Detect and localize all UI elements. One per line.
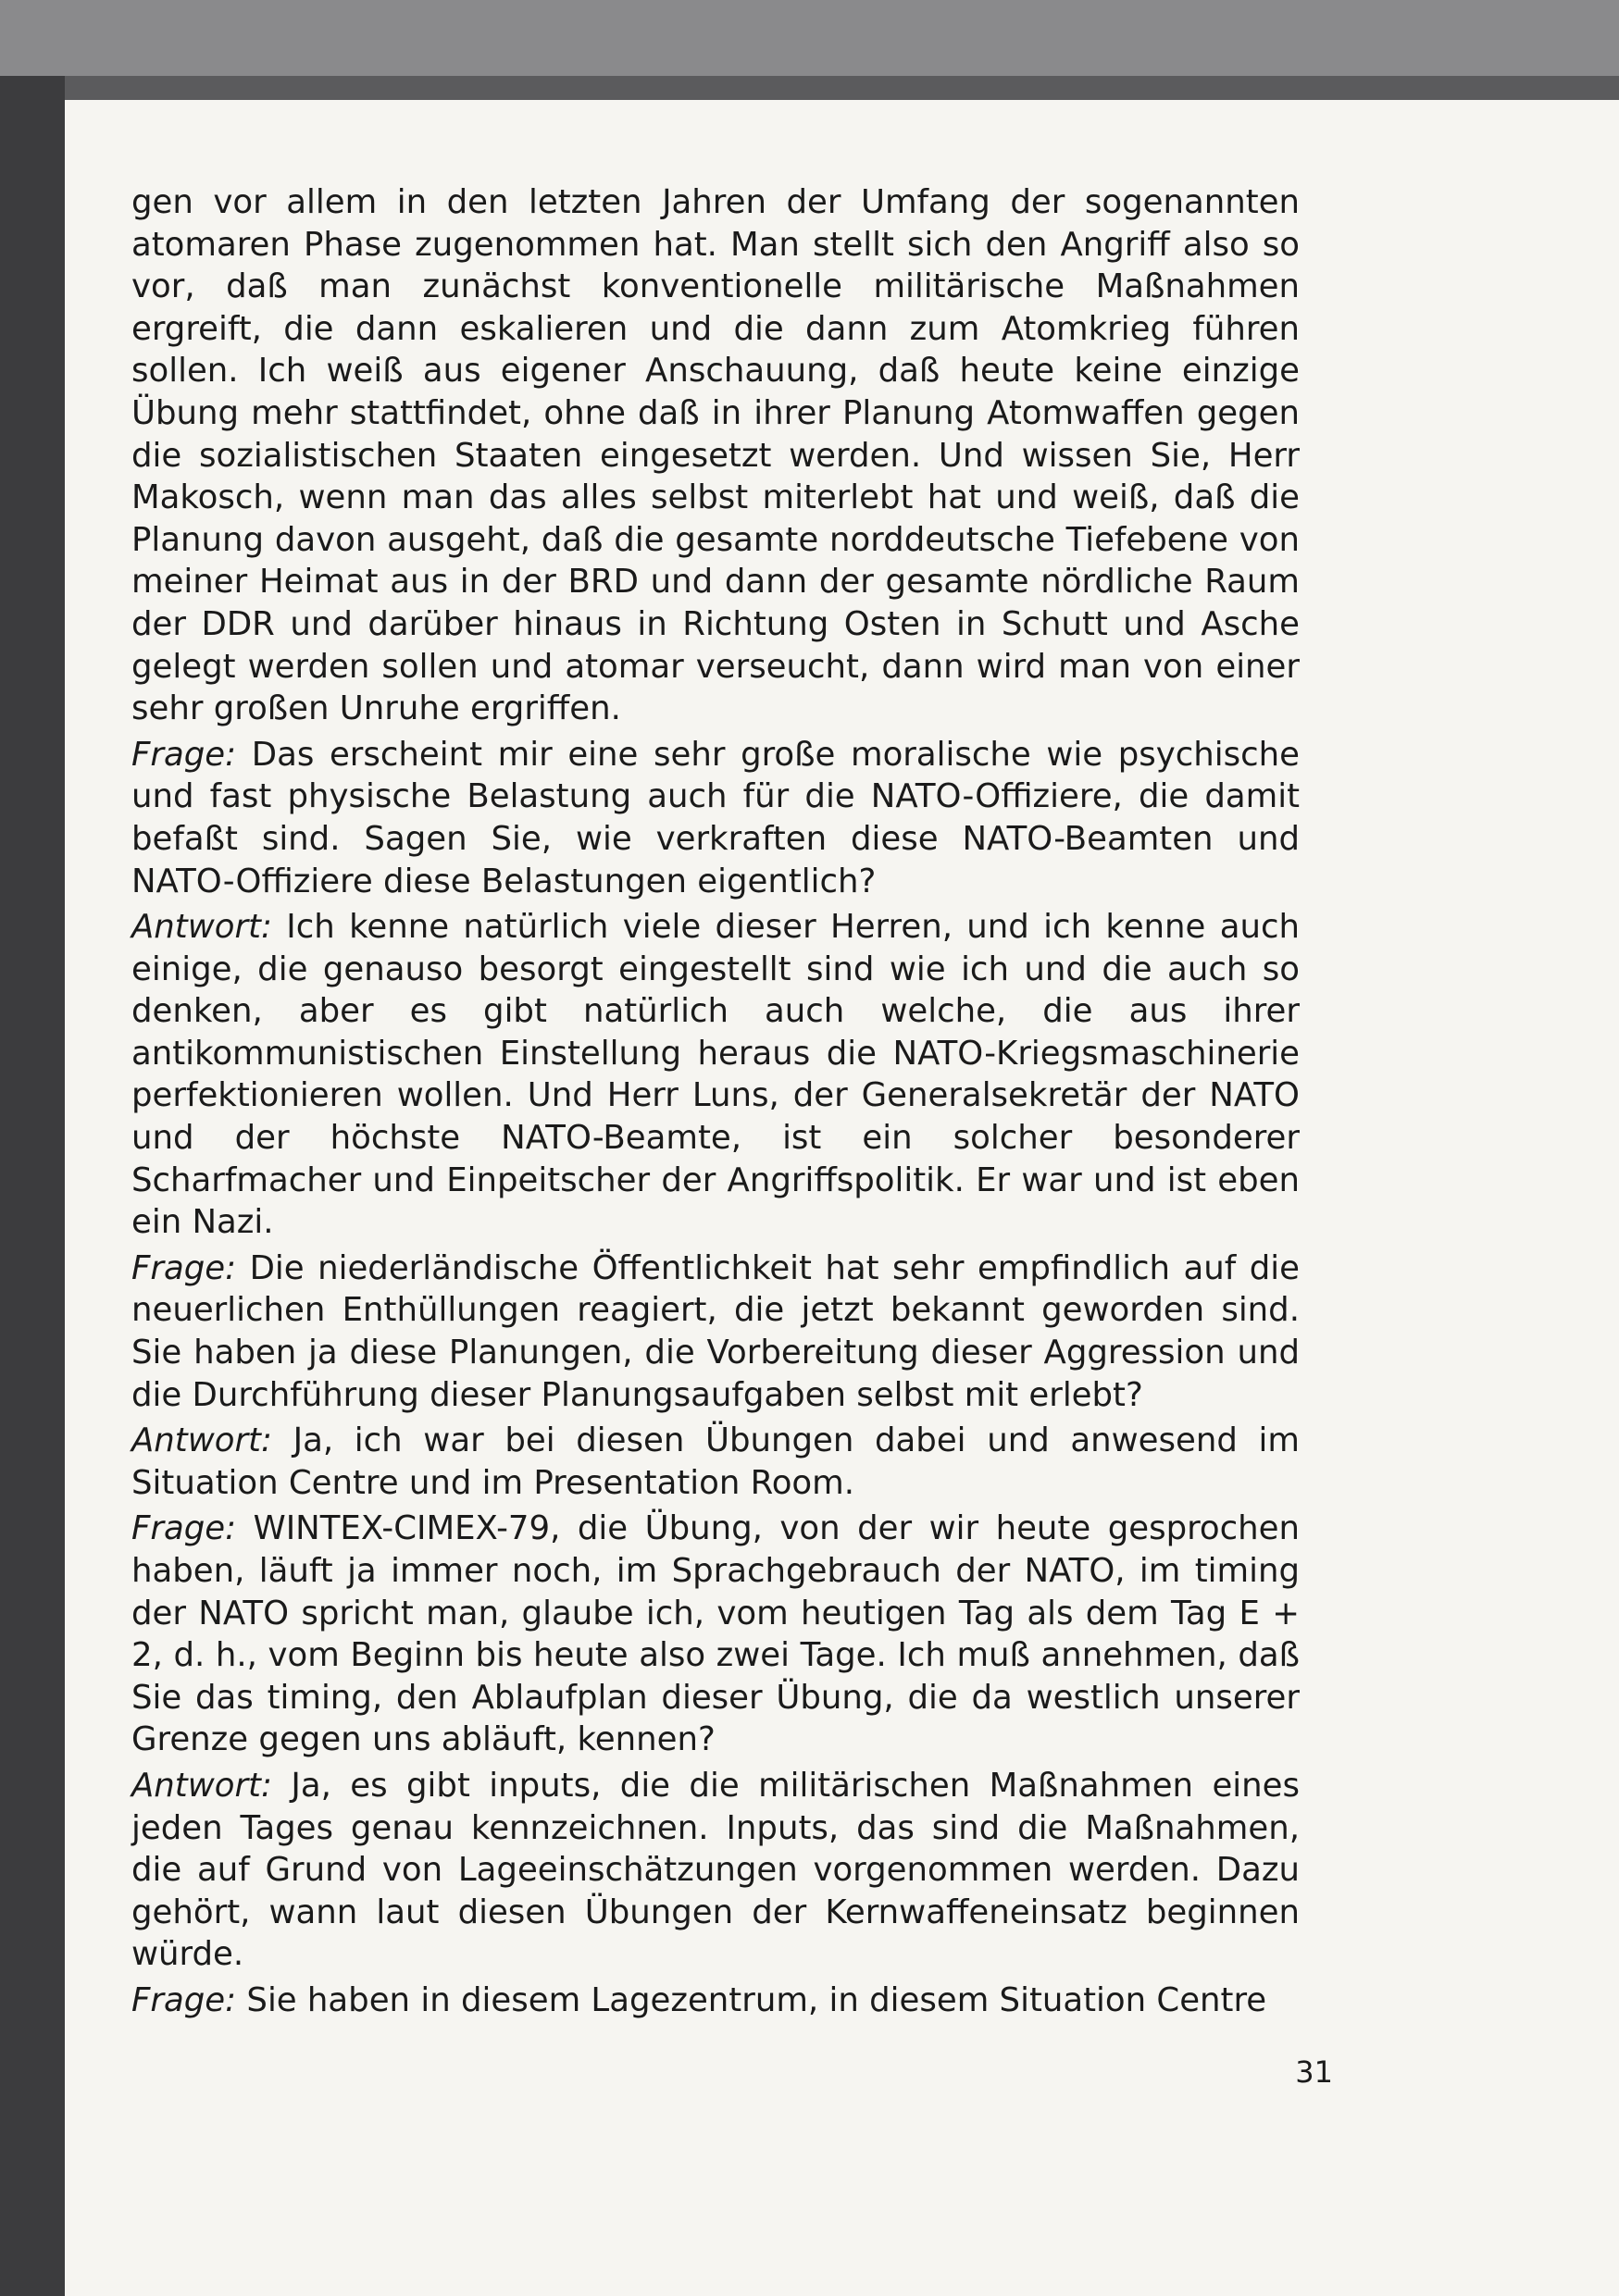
speaker-label: Antwort:	[131, 1766, 272, 1805]
speaker-label: Frage:	[131, 735, 237, 774]
speaker-label: Antwort:	[131, 1421, 272, 1460]
paragraph-question	[131, 1980, 1300, 2022]
body-text	[131, 181, 1300, 2026]
paragraph-text: Ja, ich war bei diesen Übungen dabei und anwesend im Situation Centre und im Presentation Room.	[131, 1421, 1300, 1502]
paragraph-answer	[131, 1420, 1300, 1504]
paragraph-continuation	[131, 181, 1300, 730]
paragraph-question	[131, 1247, 1300, 1416]
paragraph-answer	[131, 906, 1300, 1244]
paragraph-text: Ja, es gibt inputs, die die militärischen Maßnahmen eines jeden Tages genau kennzeichnen. Inputs, das sind die Maßnahmen, die auf Grund von Lageeinschätzungen vorgenommen werden. Dazu gehört, wann laut diesen Übungen der Kernwaffeneinsatz beginnen würde.	[131, 1766, 1301, 1974]
paragraph-text: Das erscheint mir eine sehr große moralische wie psychische und fast physische Belastung auch für die NATO-Offiziere, die damit befaßt sind. Sagen Sie, wie verkraften diese NATO-Beamten und NATO-Offiziere diese Belastungen eigentlich?	[131, 735, 1300, 900]
page-number: 31	[1295, 2054, 1333, 2090]
paragraph-text: Ich kenne natürlich viele dieser Herren, und ich kenne auch einige, die genauso besorgt eingestellt sind wie ich und die auch so denken, aber es gibt natürlich auch welche, die aus ihrer antikommunistischen Einstellung heraus die NATO-Kriegsmaschinerie perfektionieren wollen. Und Herr Luns, der Generalsekretär der NATO und der höchste NATO-Beamte, ist ein solcher besonderer Scharfmacher und Einpeitscher der Angriffspolitik. Er war und ist eben ein Nazi.	[131, 908, 1300, 1242]
paragraph-text: gen vor allem in den letzten Jahren der Umfang der sogenannten atomaren Phase zugenommen hat. Man stellt sich den Angriff also so vor, daß man zunächst konventionelle militärische Maßnahmen ergreift, die dann eskalieren und die dann zum Atomkrieg führen sollen. Ich weiß aus eigener Anschauung, daß heute keine einzige Übung mehr stattfindet, ohne daß in ihrer Planung Atomwaffen gegen die sozialistischen Staaten eingesetzt werden. Und wissen Sie, Herr Makosch, wenn man das alles selbst miterlebt hat und weiß, daß die Planung davon ausgeht, daß die gesamte norddeutsche Tiefebene von meiner Heimat aus in der BRD und dann der gesamte nördliche Raum der DDR und darüber hinaus in Richtung Osten in Schutt und Asche gelegt werden sollen und atomar verseucht, dann wird man von einer sehr großen Unruhe ergriffen.	[131, 183, 1300, 728]
speaker-label: Frage:	[131, 1980, 237, 2019]
speaker-label: Frage:	[131, 1248, 237, 1287]
paragraph-question	[131, 1508, 1300, 1761]
paragraph-text: Die niederländische Öffentlichkeit hat sehr empfindlich auf die neuerlichen Enthüllungen reagiert, die jetzt bekannt geworden sind. Sie haben ja diese Planungen, die Vorbereitung dieser Aggression und die Durchführung dieser Planungsaufgaben selbst mit erlebt?	[131, 1248, 1300, 1414]
paragraph-answer	[131, 1765, 1300, 1976]
scanner-top-edge	[0, 0, 1619, 76]
speaker-label: Frage:	[131, 1509, 237, 1548]
speaker-label: Antwort:	[131, 908, 272, 947]
scanner-left-edge	[0, 76, 65, 2296]
paragraph-text: WINTEX-CIMEX-79, die Übung, von der wir heute gesprochen haben, läuft ja immer noch, im Sprachgebrauch der NATO, im timing der NATO spricht man, glaube ich, vom heutigen Tag als dem Tag E + 2, d. h., vom Beginn bis heute also zwei Tage. Ich muß annehmen, daß Sie das timing, den Ablaufplan dieser Übung, die da westlich unserer Grenze gegen uns abläuft, kennen?	[131, 1509, 1300, 1759]
paragraph-question	[131, 734, 1300, 902]
paragraph-text: Sie haben in diesem Lagezentrum, in diesem Situation Centre	[246, 1980, 1267, 2019]
